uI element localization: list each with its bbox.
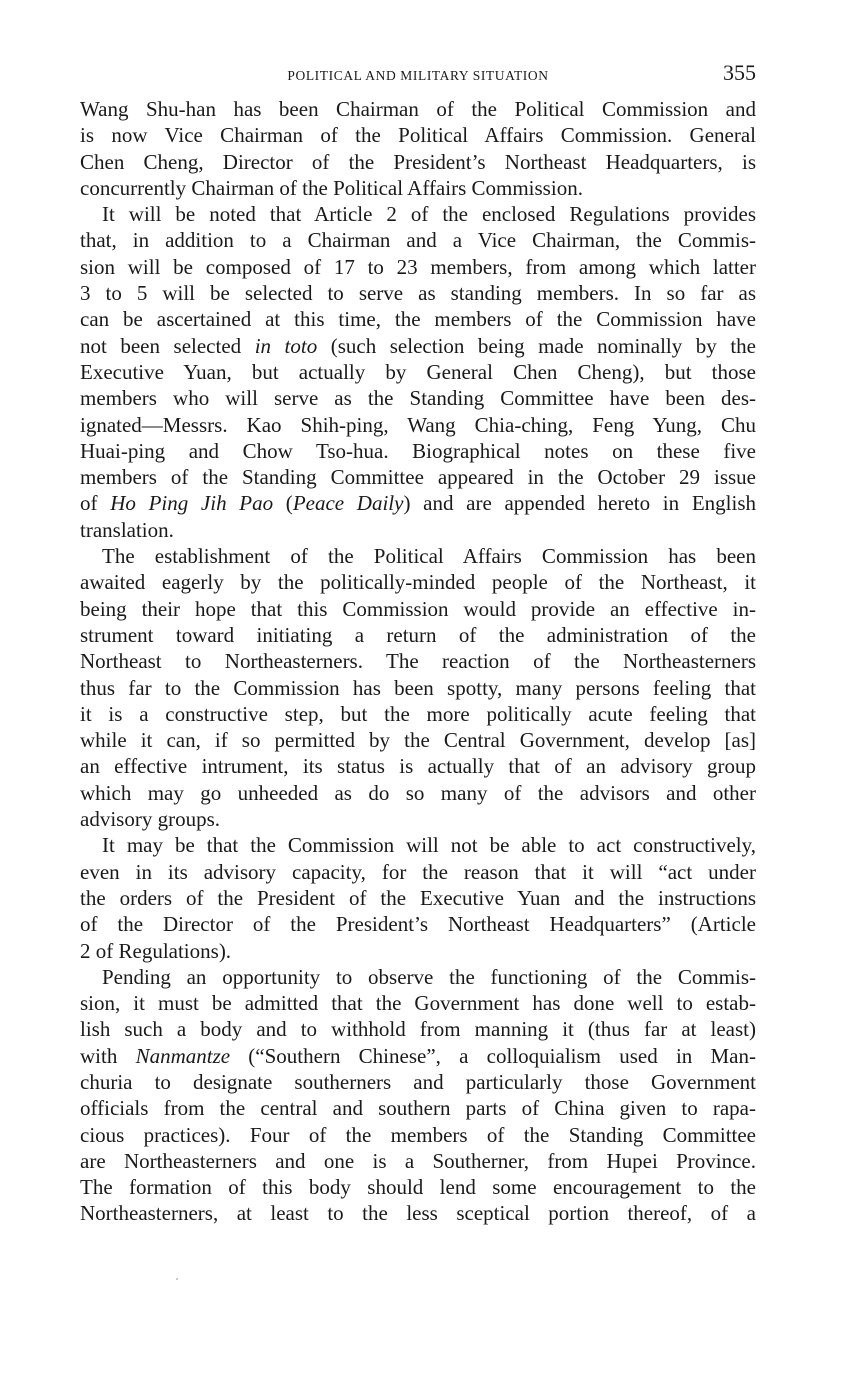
text-line: that, in addition to a Chairman and a Vice Chairman, the Commis-	[80, 228, 756, 253]
text-line-with-italic	[80, 333, 756, 359]
page-number: 355	[723, 60, 756, 85]
text-run: ) and are appended hereto in English	[403, 491, 757, 516]
newspaper-title: Ho Ping Jih Pao	[110, 491, 274, 516]
text-line: Pending an opportunity to observe the functioning of the Commis-	[102, 964, 756, 989]
text-line: while it can, if so permitted by the Central Government, develop [as]	[80, 728, 756, 753]
text-line: 2 of Regulations).	[80, 938, 232, 963]
paragraph-4	[80, 832, 756, 963]
text-line: Chen Cheng, Director of the President’s Northeast Headquarters, is	[80, 149, 756, 174]
text-line: thus far to the Commission has been spotty, many persons feeling that	[80, 675, 756, 700]
paragraph-1	[80, 96, 756, 201]
italic-term: Nanmantze	[135, 1043, 231, 1068]
text-line: 3 to 5 will be selected to serve as standing members. In so far as	[80, 281, 756, 306]
text-run: (“Southern Chinese”, a colloquialism used in Man-	[230, 1043, 757, 1068]
page-header	[80, 60, 756, 96]
text-line: The establishment of the Political Affairs Commission has been	[102, 544, 756, 569]
text-line: of the Director of the President’s Northeast Headquarters” (Article	[80, 912, 756, 937]
newspaper-translation: Peace Daily	[292, 491, 404, 516]
text-line: The formation of this body should lend some encouragement to the	[80, 1175, 756, 1200]
text-run: not been selected	[80, 333, 255, 358]
text-line: Wang Shu-han has been Chairman of the Political Commission and	[80, 97, 756, 121]
text-line: the orders of the President of the Executive Yuan and the instructions	[80, 885, 756, 910]
text-line: advisory groups.	[80, 807, 220, 832]
text-line: being their hope that this Commission would provide an effective in-	[80, 596, 756, 621]
text-line-with-italic	[80, 1043, 756, 1069]
italic-term: in toto	[254, 333, 318, 358]
document-page	[80, 60, 756, 1227]
text-line: sion will be composed of 17 to 23 members, from among which latter	[80, 254, 756, 279]
text-line: members of the Standing Committee appeared in the October 29 issue	[80, 465, 756, 490]
paragraph-3	[80, 543, 756, 832]
text-line-with-italic	[80, 490, 756, 516]
text-line: even in its advisory capacity, for the reason that it will “act under	[80, 859, 756, 884]
text-line: Northeast to Northeasterners. The reaction of the Northeasterners	[80, 649, 756, 674]
text-line: concurrently Chairman of the Political Affairs Commission.	[80, 175, 583, 200]
text-line: can be ascertained at this time, the members of the Commission have	[80, 307, 756, 332]
text-line: It will be noted that Article 2 of the enclosed Regulations provides	[102, 202, 756, 227]
text-line: awaited eagerly by the politically-minded people of the Northeast, it	[80, 570, 756, 595]
text-run: of	[80, 491, 111, 516]
text-line: it is a constructive step, but the more politically acute feeling that	[80, 701, 756, 726]
text-line: lish such a body and to withhold from manning it (thus far at least)	[80, 1017, 756, 1042]
paragraph-2	[80, 201, 756, 543]
text-line: translation.	[80, 517, 174, 542]
text-line: are Northeasterners and one is a Southerner, from Hupei Province.	[80, 1148, 756, 1173]
text-line: is now Vice Chairman of the Political Affairs Commission. General	[80, 123, 756, 148]
text-line: churia to designate southerners and particularly those Government	[80, 1069, 756, 1094]
text-line: cious practices). Four of the members of the Standing Committee	[80, 1122, 756, 1147]
text-run: with	[80, 1043, 136, 1068]
text-line: sion, it must be admitted that the Government has done well to estab-	[80, 991, 756, 1016]
text-line: members who will serve as the Standing Committee have been des-	[80, 386, 756, 411]
text-line: Executive Yuan, but actually by General Chen Cheng), but those	[80, 359, 756, 384]
running-head: POLITICAL AND MILITARY SITUATION	[287, 68, 549, 83]
text-run: (such selection being made nominally by the	[317, 333, 756, 358]
text-line: Northeasterners, at least to the less sceptical portion thereof, of a	[80, 1201, 756, 1226]
text-line: an effective intrument, its status is actually that of an advisory group	[80, 754, 756, 779]
text-line: ignated—Messrs. Kao Shih-ping, Wang Chia-ching, Feng Yung, Chu	[80, 412, 756, 437]
scan-speck	[176, 1278, 178, 1280]
text-line: strument toward initiating a return of the administration of the	[80, 622, 756, 647]
text-line: It may be that the Commission will not be able to act constructively,	[102, 833, 756, 858]
text-run: (	[273, 491, 293, 516]
paragraph-5	[80, 964, 756, 1227]
text-line: which may go unheeded as do so many of the advisors and other	[80, 780, 756, 805]
text-line: officials from the central and southern parts of China given to rapa-	[80, 1096, 756, 1121]
text-line: Huai-ping and Chow Tso-hua. Biographical notes on these five	[80, 438, 756, 463]
